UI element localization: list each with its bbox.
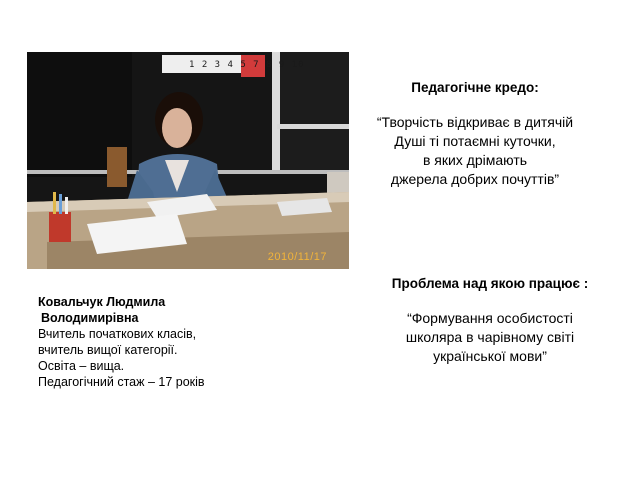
problem-line: “Формування особистості [407, 310, 573, 326]
number-strip: 1 2 3 4 5 7 8 9 10 [189, 60, 305, 70]
teacher-photo [27, 52, 349, 269]
credo-heading: Педагогічне кредо: [411, 80, 539, 95]
credo-line: “Творчість відкриває в дитячій [376, 114, 574, 130]
teacher-patronymic: Володимирівна [41, 311, 139, 325]
problem-section [355, 276, 625, 366]
teacher-role: Вчитель початкових класів, [38, 327, 197, 341]
teacher-category: вчитель вищої категорії. [38, 343, 178, 357]
teacher-bio [38, 294, 298, 390]
teacher-experience: Педагогічний стаж – 17 років [38, 375, 205, 389]
credo-line: Душі ті потаємні куточки, [394, 133, 556, 149]
date-stamp: 2010/11/17 [267, 251, 327, 263]
problem-line: української мови” [433, 348, 547, 364]
credo-section [340, 80, 610, 189]
problem-line: школяра в чарівному світі [405, 329, 575, 345]
credo-line: в яких дрімають [422, 152, 528, 168]
credo-line: джерела добрих почуттів” [390, 171, 560, 187]
teacher-education: Освіта – вища. [38, 359, 125, 373]
classroom-scene [27, 52, 349, 269]
teacher-name: Ковальчук Людмила [38, 295, 166, 309]
problem-heading: Проблема над якою працює : [391, 276, 589, 291]
